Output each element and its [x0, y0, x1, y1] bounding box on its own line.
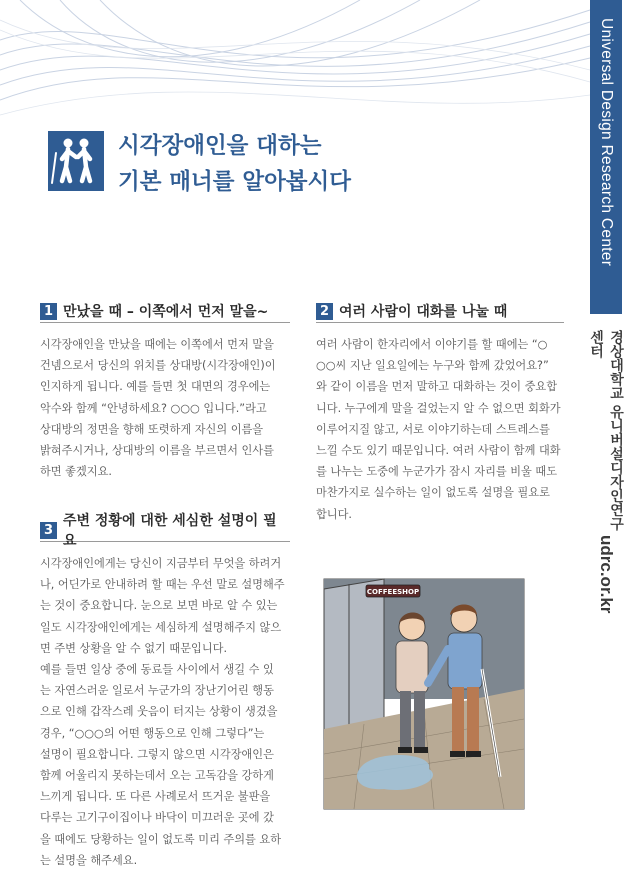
text-line: 나, 어딘가로 안내하려 할 때는 우선 말로 설명해주 — [40, 578, 285, 592]
sidebar — [590, 0, 622, 871]
text-line: 예를 들면 일상 중에 동료들 사이에서 생길 수 있 — [40, 663, 274, 677]
text-line: 설명이 필요합니다. 그렇지 않으면 시각장애인은 — [40, 747, 274, 761]
text-line: 하면 좋겠지요. — [40, 465, 112, 479]
illustration — [324, 579, 524, 809]
blind-guide-icon — [48, 131, 104, 191]
section-title: 주변 정황에 대한 세심한 설명이 필요 — [62, 513, 277, 549]
text-line: 악수와 함께 “안녕하세요? ○○○ 입니다.”라고 — [40, 401, 267, 415]
text-line: 시각장애인에게는 당신이 지금부터 무엇을 하려거 — [40, 557, 282, 570]
text-line: 느낄 수도 있기 때문입니다. 여러 사람이 함께 대화 — [316, 444, 561, 458]
section-number: 2 — [316, 303, 333, 320]
text-line: 는 설명을 해주세요. — [40, 853, 138, 867]
section-2-body — [316, 334, 564, 525]
title-line-1: 시각장애인을 대하는 — [118, 133, 322, 159]
section-number: 3 — [40, 522, 57, 539]
text-line: 일도 시각장애인에게는 세심하게 설명해주지 않으 — [40, 620, 282, 634]
text-line: 상대방의 정면을 향해 또렷하게 자신의 이름을 — [40, 422, 264, 436]
text-line: 합니다. — [316, 507, 352, 521]
page-title — [118, 128, 351, 200]
coffeeshop-sign: COFFEESHOP — [366, 588, 420, 596]
text-line: 와 같이 이름을 먼저 말하고 대화하는 것이 중요합 — [316, 380, 558, 394]
section-3-heading — [40, 513, 290, 549]
text-line: 다루는 고기구이집이나 바닥이 미끄러운 곳에 갔 — [40, 811, 274, 825]
text-line: 이루어지질 않고, 서로 이야기하는데 스트레스를 — [316, 422, 550, 436]
section-2-heading — [316, 300, 564, 323]
text-line: 니다. 누구에게 말을 걸었는지 알 수 없으면 회화가 — [316, 401, 561, 415]
section-title: 만났을 때 – 이쪽에서 먼저 말을~ — [63, 304, 269, 320]
text-line: 을 때에도 당황하는 일이 없도록 미리 주의를 요하 — [40, 832, 282, 846]
decorative-lines — [0, 0, 590, 130]
text-line: 는 자연스러운 일로서 누군가의 장난기어린 행동 — [40, 684, 274, 698]
text-line: 경우, “○○○의 어떤 행동으로 인해 그렇다”는 — [40, 726, 265, 740]
text-line: 를 나누는 도중에 누군가가 잠시 자리를 비울 때도 — [316, 465, 558, 479]
section-1-body — [40, 334, 290, 482]
text-line: 함께 어울리지 못하는데서 오는 고독감을 강하게 — [40, 769, 274, 783]
text-line: 밝혀주시거나, 상대방의 이름을 부르면서 인사를 — [40, 444, 274, 458]
text-line: 면 주변 상황을 알 수 없기 때문입니다. — [40, 641, 228, 655]
website-url: udrc.or.kr — [597, 535, 616, 614]
title-line-2: 기본 매너를 알아봅시다 — [118, 169, 352, 195]
text-line: 느끼게 됩니다. 또 다른 사례로서 뜨거운 불판을 — [40, 790, 271, 804]
text-line: 시각장애인을 만났을 때에는 이쪽에서 먼저 말을 — [40, 338, 274, 351]
text-line: 인지하게 됩니다. 예를 들면 첫 대면의 경우에는 — [40, 380, 271, 394]
section-number: 1 — [40, 303, 57, 320]
text-line: ○○씨 지난 일요일에는 누구와 함께 갔었어요?” — [316, 359, 549, 373]
section-title: 여러 사람이 대화를 나눌 때 — [339, 304, 508, 320]
text-line: 으로 인해 갑작스레 웃음이 터지는 상황이 생겼을 — [40, 705, 278, 719]
text-line: 건넴으로서 당신의 위치를 상대방(시각장애인)이 — [40, 359, 276, 373]
center-name-en: Universal Design Research Center — [598, 18, 615, 267]
section-3-body — [40, 553, 290, 871]
center-name-ko: 경상대학교 유니버설디자인연구센터 — [588, 330, 624, 531]
text-line: 마찬가지로 실수하는 일이 없도록 설명을 필요로 — [316, 486, 550, 500]
section-1-heading — [40, 300, 290, 323]
text-line: 는 것이 중요합니다. 눈으로 보면 바로 알 수 있는 — [40, 599, 278, 613]
text-line: 여러 사람이 한자리에서 이야기를 할 때에는 “○ — [316, 338, 548, 351]
